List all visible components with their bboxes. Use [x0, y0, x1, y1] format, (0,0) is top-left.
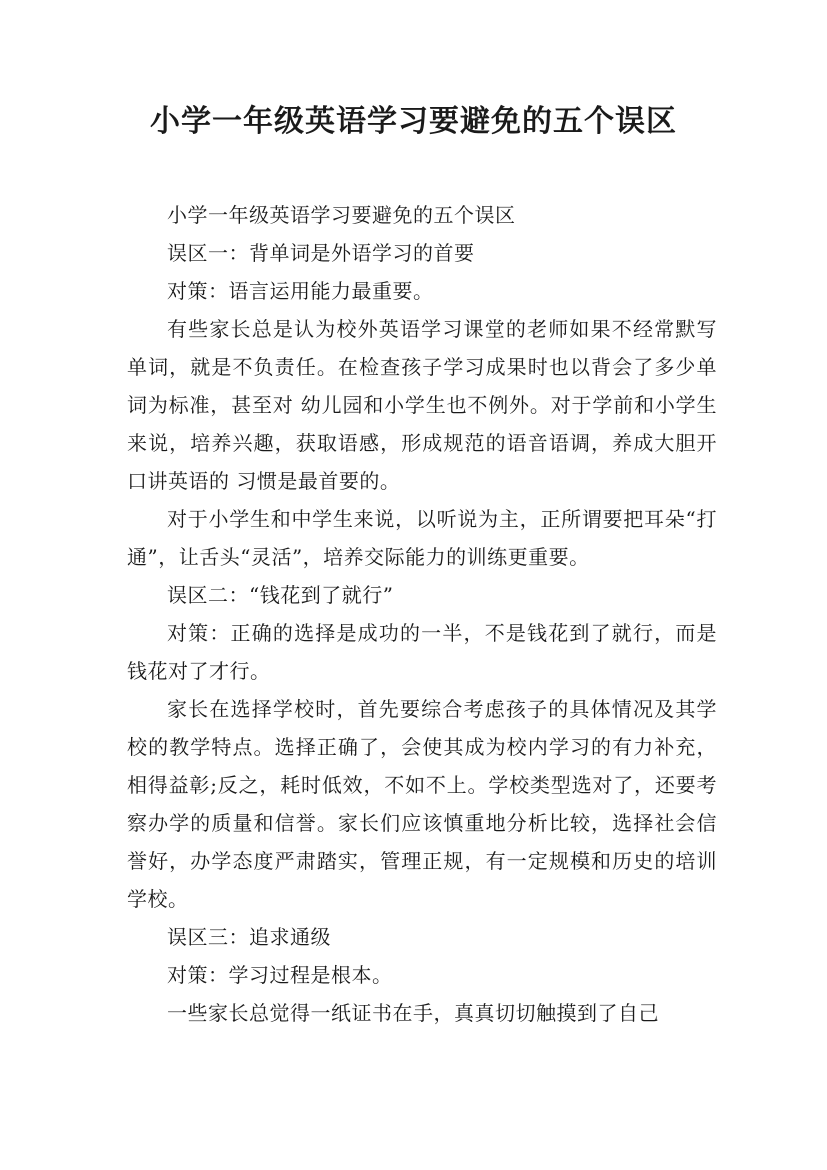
paragraph-body-2: 对于小学生和中学生来说，以听说为主，正所谓要把耳朵“打通”，让舌头“灵活”，培养交际能力的训练更重要。 [127, 507, 717, 569]
paragraph-body-4: 一些家长总觉得一纸证书在手，真真切切触摸到了自己 [167, 1001, 659, 1025]
paragraph-strategy-1: 对策：语言运用能力最重要。 [167, 279, 434, 303]
paragraph-body-1: 有些家长总是认为校外英语学习课堂的老师如果不经常默写单词，就是不负责任。在检查孩子学习成果时也以背会了多少单词为标准，甚至对 幼儿园和小学生也不例外。对于学前和小学生来说，培养兴趣，获取语感，形成规范的语音语调，养成大胆开口讲英语的 习惯是最首要的。 [127, 317, 717, 493]
paragraph-myth-2: 误区二：“钱花到了就行” [167, 583, 394, 607]
document-title: 小学一年级英语学习要避免的五个误区 [150, 104, 677, 139]
document-body [127, 196, 717, 1032]
paragraph-myth-1: 误区一：背单词是外语学习的首要 [167, 241, 475, 265]
paragraph-body-3: 家长在选择学校时，首先要综合考虑孩子的具体情况及其学校的教学特点。选择正确了，会使其成为校内学习的有力补充，相得益彰;反之，耗时低效，不如不上。学校类型选对了，还要考察办学的质量和信誉。家长们应该慎重地分析比较，选择社会信誉好，办学态度严肃踏实，管理正规，有一定规模和历史的培训学校。 [127, 697, 717, 911]
paragraph-strategy-3: 对策：学习过程是根本。 [167, 963, 393, 987]
paragraph-heading-repeat: 小学一年级英语学习要避免的五个误区 [167, 203, 516, 227]
paragraph-strategy-2: 对策：正确的选择是成功的一半，不是钱花到了就行，而是钱花对了才行。 [127, 621, 717, 683]
paragraph-myth-3: 误区三：追求通级 [167, 925, 331, 949]
